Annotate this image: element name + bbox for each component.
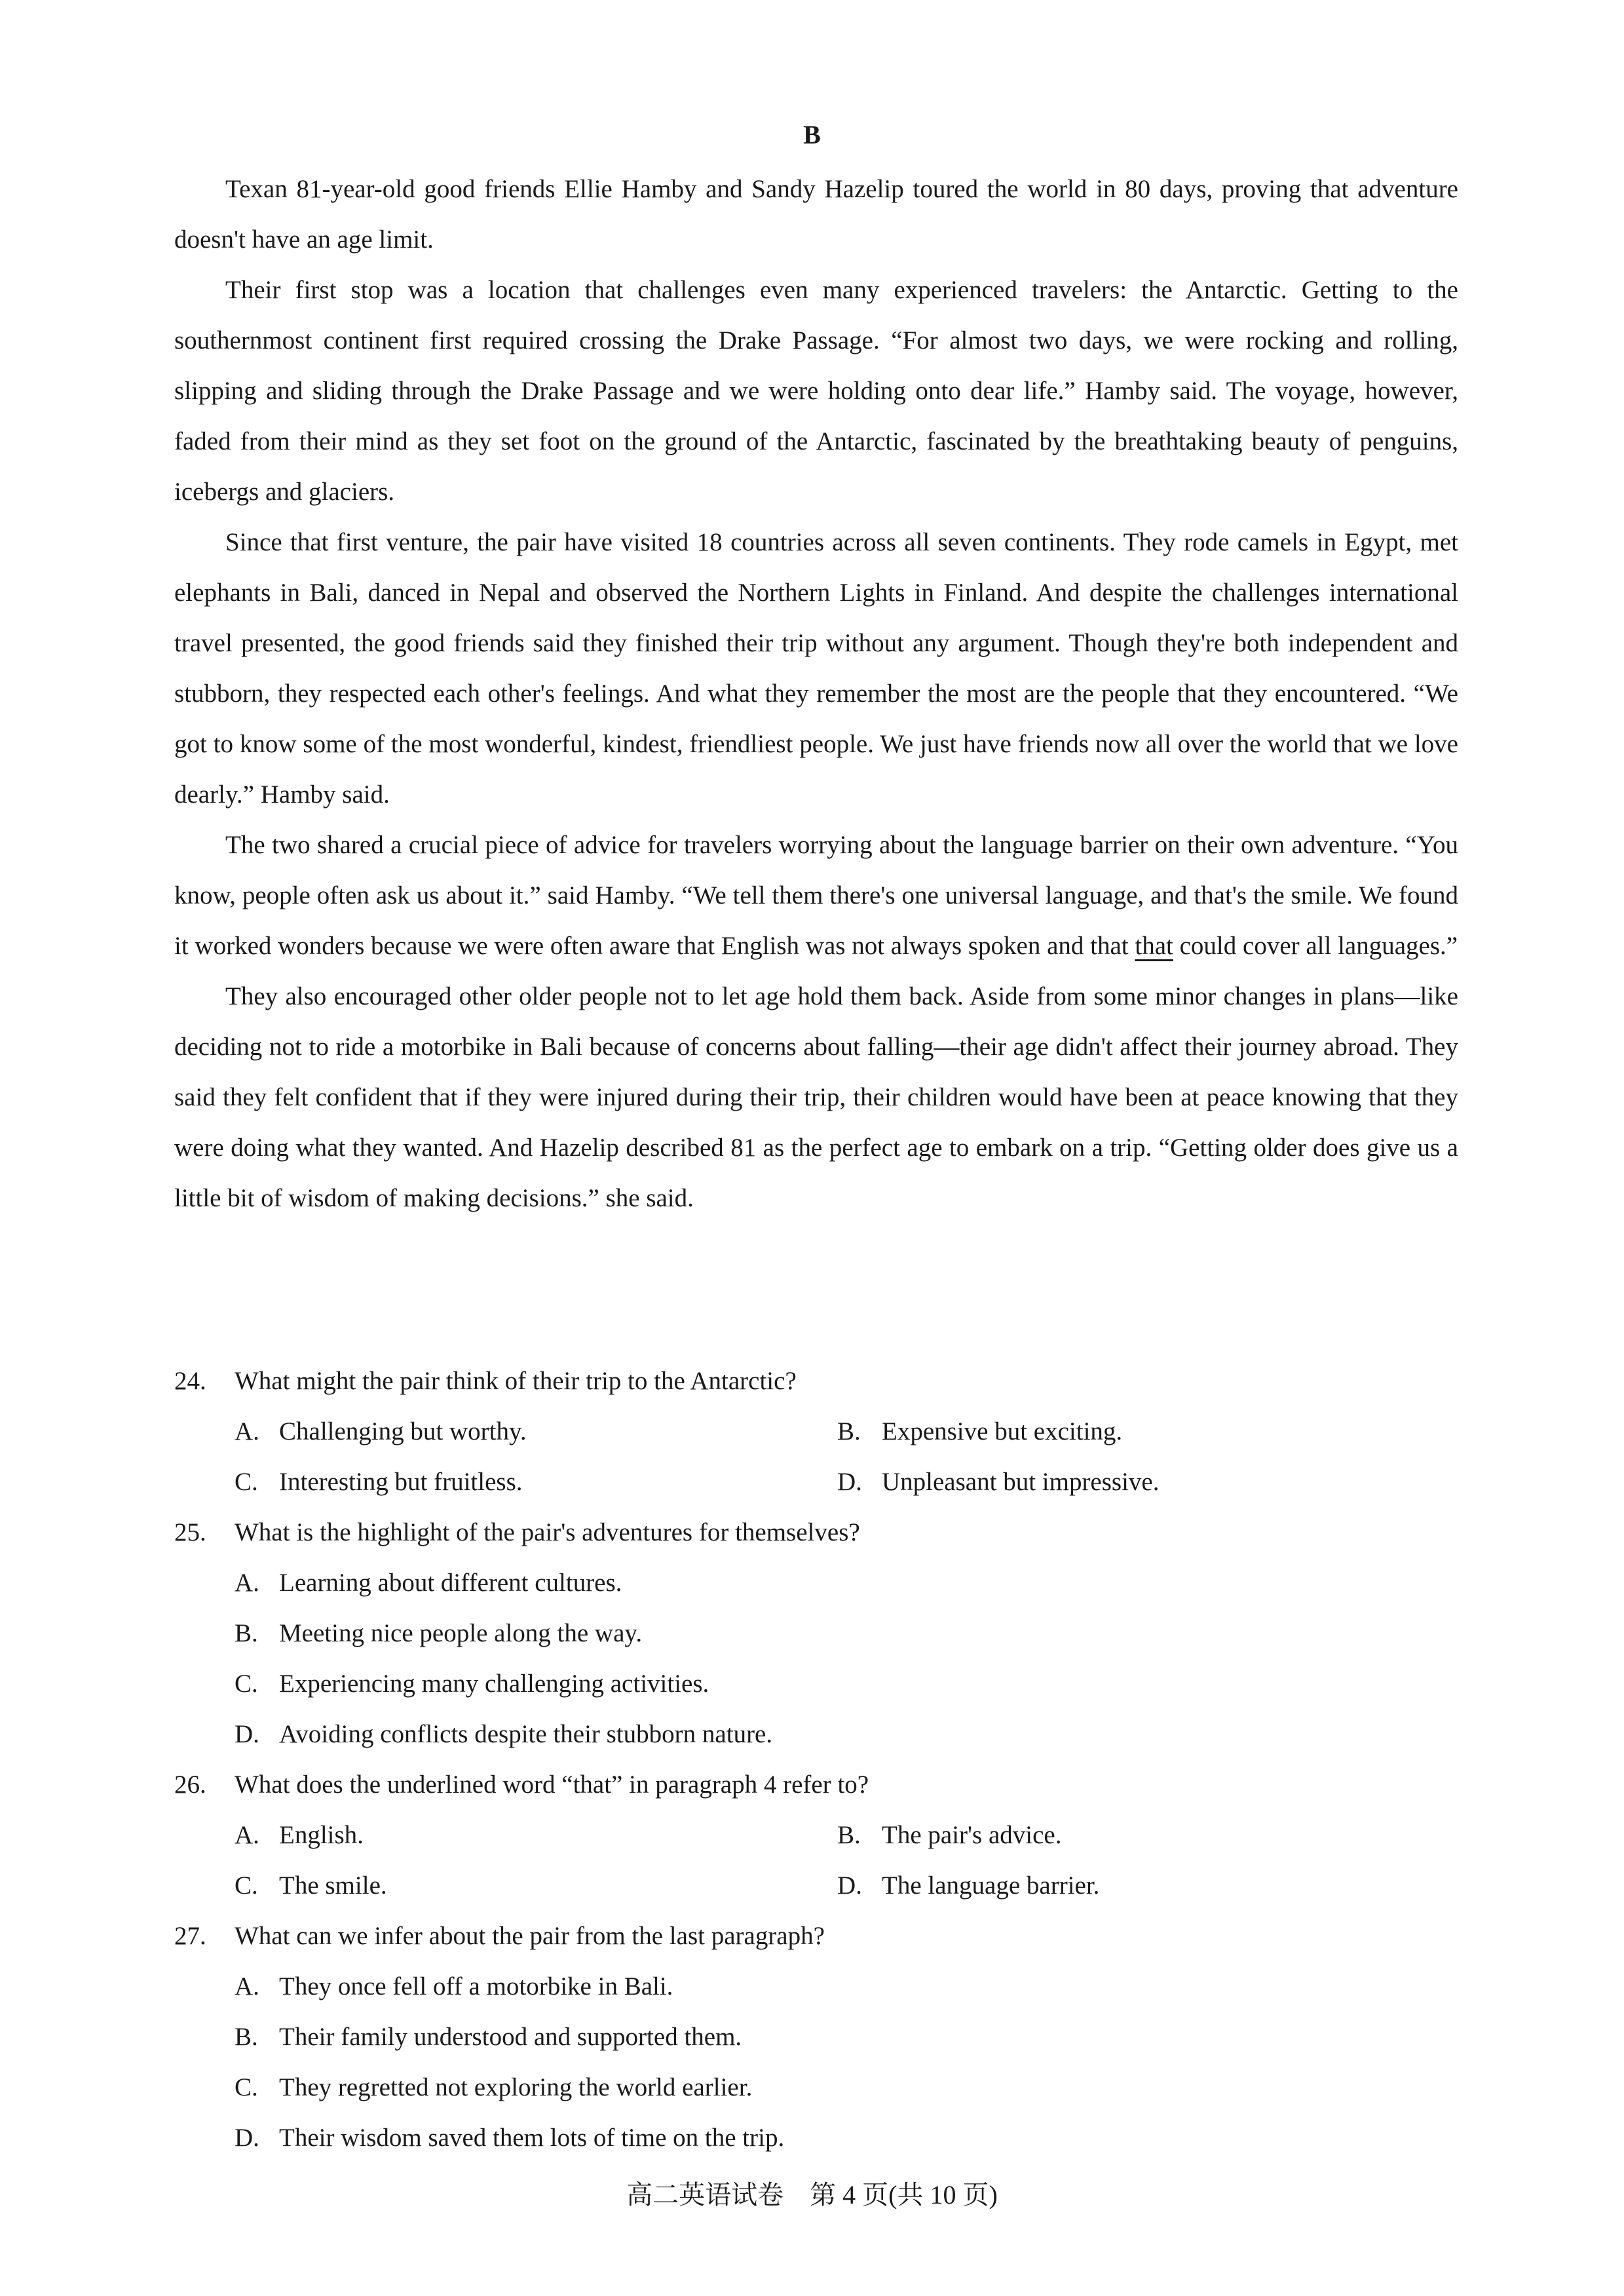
paragraph-4 (174, 820, 1458, 971)
options-list (174, 1558, 1458, 1759)
question-text: What can we infer about the pair from the last paragraph? (235, 1922, 825, 1950)
option-letter: C. (235, 2073, 258, 2101)
option-text: The pair's advice. (882, 1821, 1062, 1849)
option-d (837, 1860, 1440, 1911)
paragraph-2: Their first stop was a location that challenges even many experienced travelers: the Antarctic. Getting to the southernmost continent first required crossing the Drake Passage. “For almost two days, we were rocking and rolling, slipping and sliding through the Drake Passage and we were holding onto dear life.” Hamby said. The voyage, however, faded from their mind as they set foot on the ground of the Antarctic, fascinated by the breathtaking beauty of penguins, icebergs and glaciers. (174, 276, 1458, 506)
option-a (235, 1810, 837, 1860)
question-number: 25. (174, 1518, 206, 1546)
option-text: Their family understood and supported them. (279, 2023, 742, 2051)
paragraph-4-text-end: could cover all languages.” (1173, 932, 1458, 960)
option-text: They once fell off a motorbike in Bali. (279, 1972, 673, 2000)
underlined-word-that: that (1135, 932, 1173, 960)
question-26 (174, 1759, 1458, 1911)
option-a (235, 1558, 1458, 1608)
option-letter: C. (235, 1468, 258, 1496)
question-text: What is the highlight of the pair's adventures for themselves? (235, 1518, 860, 1546)
option-letter: C. (235, 1871, 258, 1900)
option-d (235, 2113, 1458, 2163)
option-c (235, 1658, 1458, 1709)
option-text: Unpleasant but impressive. (882, 1468, 1160, 1496)
option-letter: A. (235, 1972, 259, 2000)
option-letter: A. (235, 1417, 259, 1445)
option-letter: B. (235, 2023, 258, 2051)
option-b (837, 1810, 1440, 1860)
option-a (235, 1961, 1458, 2012)
question-24 (174, 1356, 1458, 1507)
paragraph-4-text-start: The two shared a crucial piece of advice for travelers worrying about the language barrier on their own adventure. “You know, people often ask us about it.” said Hamby. “We tell them there's one universal language, and that's the smile. We found it worked wonders because we were often aware that English was not always spoken and that (174, 831, 1458, 960)
option-text: Challenging but worthy. (279, 1417, 527, 1445)
question-number: 26. (174, 1770, 206, 1799)
option-letter: A. (235, 1821, 259, 1849)
option-d (837, 1457, 1440, 1507)
option-text: Interesting but fruitless. (279, 1468, 523, 1496)
question-number: 27. (174, 1922, 206, 1950)
option-letter: D. (837, 1871, 862, 1900)
option-text: They regretted not exploring the world earlier. (279, 2073, 753, 2101)
option-c (235, 1860, 837, 1911)
question-text: What does the underlined word “that” in paragraph 4 refer to? (235, 1770, 869, 1799)
question-27 (174, 1911, 1458, 2163)
option-text: English. (279, 1821, 364, 1849)
reading-passage (174, 164, 1458, 1223)
page-footer: 高二英语试卷 第 4 页(共 10 页) (626, 2180, 998, 2210)
option-letter: A. (235, 1569, 259, 1597)
option-b (235, 2012, 1458, 2062)
option-c (235, 1457, 837, 1507)
section-heading: B (803, 120, 821, 149)
option-c (235, 2062, 1458, 2113)
option-b (837, 1406, 1440, 1457)
option-b (235, 1608, 1458, 1658)
question-stem (174, 1356, 1458, 1406)
question-stem (174, 1911, 1458, 1961)
options-grid (174, 1406, 1458, 1507)
question-stem (174, 1507, 1458, 1558)
option-text: Meeting nice people along the way. (279, 1619, 643, 1647)
option-d (235, 1709, 1458, 1759)
option-a (235, 1406, 837, 1457)
paragraph-3: Since that first venture, the pair have visited 18 countries across all seven continents. They rode camels in Egypt, met elephants in Bali, danced in Nepal and observed the Northern Lights in Finland. And despite the challenges international travel presented, the good friends said they finished their trip without any argument. Though they're both independent and stubborn, they respected each other's feelings. And what they remember the most are the people that they encountered. “We got to know some of the most wonderful, kindest, friendliest people. We just have friends now all over the world that we love dearly.” Hamby said. (174, 528, 1458, 809)
option-letter: D. (235, 2124, 259, 2152)
option-letter: B. (837, 1417, 861, 1445)
question-number: 24. (174, 1367, 206, 1395)
option-letter: D. (235, 1720, 259, 1748)
question-list (174, 1356, 1458, 2163)
option-letter: B. (235, 1619, 258, 1647)
option-letter: C. (235, 1670, 258, 1698)
options-grid (174, 1810, 1458, 1911)
question-text: What might the pair think of their trip to the Antarctic? (235, 1367, 797, 1395)
option-letter: D. (837, 1468, 862, 1496)
paragraph-5: They also encouraged other older people not to let age hold them back. Aside from some minor changes in plans—like deciding not to ride a motorbike in Bali because of concerns about falling—their age didn't affect their journey abroad. They said they felt confident that if they were injured during their trip, their children would have been at peace knowing that they were doing what they wanted. And Hazelip described 81 as the perfect age to embark on a trip. “Getting older does give us a little bit of wisdom of making decisions.” she said. (174, 982, 1458, 1212)
option-letter: B. (837, 1821, 861, 1849)
question-stem (174, 1759, 1458, 1810)
option-text: Expensive but exciting. (882, 1417, 1123, 1445)
question-25 (174, 1507, 1458, 1759)
options-list (174, 1961, 1458, 2163)
paragraph-1: Texan 81-year-old good friends Ellie Hamby and Sandy Hazelip toured the world in 80 days, proving that adventure doesn't have an age limit. (174, 175, 1458, 254)
option-text: The smile. (279, 1871, 387, 1900)
option-text: The language barrier. (882, 1871, 1100, 1900)
option-text: Learning about different cultures. (279, 1569, 622, 1597)
option-text: Avoiding conflicts despite their stubborn nature. (279, 1720, 773, 1748)
option-text: Their wisdom saved them lots of time on the trip. (279, 2124, 785, 2152)
option-text: Experiencing many challenging activities. (279, 1670, 709, 1698)
